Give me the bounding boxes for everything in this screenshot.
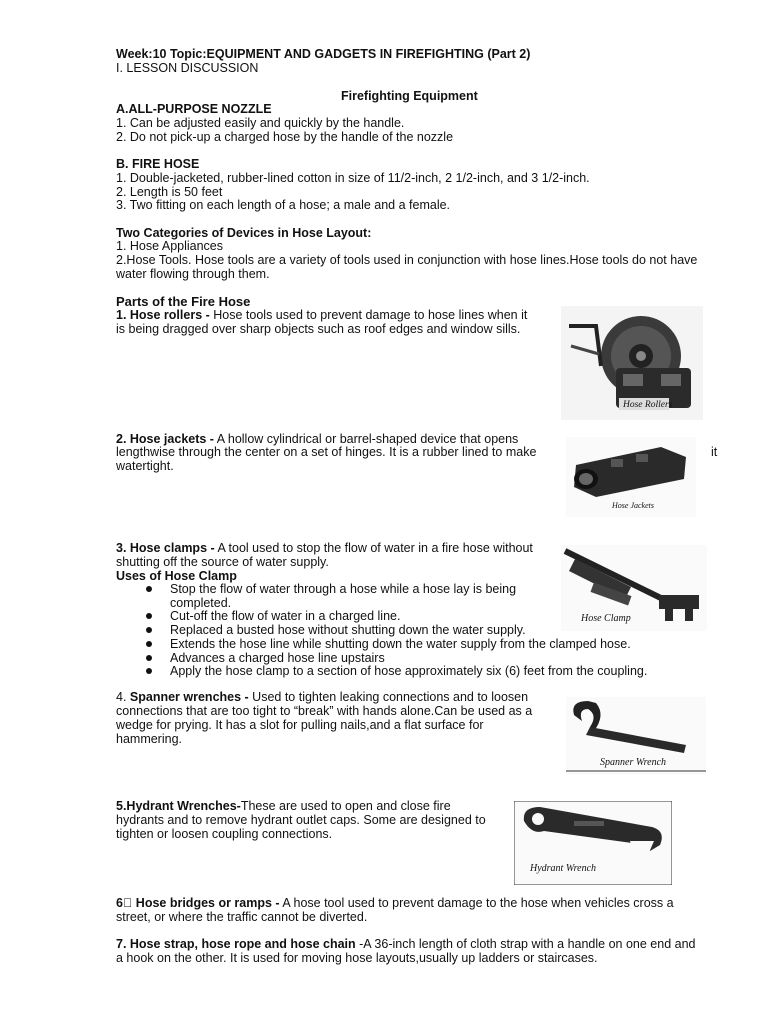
spanner-caption: Spanner Wrench [600, 757, 667, 768]
spanner-number: 4. [116, 690, 130, 704]
hydrant-title: 5.Hydrant Wrenches- [116, 799, 241, 813]
hose-clamps-desc: A tool used to stop the flow of water in a fire hose without [214, 541, 533, 555]
strap-desc: -A 36-inch length of cloth strap with a handle on one end and [355, 937, 696, 951]
hose-clamp-image [561, 545, 707, 631]
bridges-text [116, 897, 674, 911]
lesson-subtitle: I. LESSON DISCUSSION [116, 61, 259, 75]
bullet-icon [146, 655, 152, 661]
clamp-use: Apply the hose clamp to a section of hose approximately six (6) feet from the coupling. [170, 664, 648, 678]
hose-jackets-desc: A hollow cylindrical or barrel-shaped device that opens [213, 432, 519, 446]
nozzle-item: 2. Do not pick-up a charged hose by the handle of the nozzle [116, 130, 454, 144]
page-title: Week:10 Topic:EQUIPMENT AND GADGETS IN FIREFIGHTING (Part 2) [116, 47, 531, 61]
clamp-use: Stop the flow of water through a hose while a hose lay is being [170, 582, 517, 596]
categories-item: water flowing through them. [116, 267, 270, 281]
bullet-icon [146, 641, 152, 647]
center-heading: Firefighting Equipment [341, 89, 478, 103]
spanner-text [116, 691, 528, 705]
hose-jackets-desc-2b: it [711, 445, 718, 459]
spanner-title: Spanner wrenches - [129, 690, 249, 704]
categories-item: 2.Hose Tools. Hose tools are a variety of tools used in conjunction with hose lines.Hose tools do not have [116, 253, 698, 267]
fire-hose-item: 2. Length is 50 feet [116, 185, 223, 199]
clamp-use: completed. [170, 596, 232, 610]
parts-heading: Parts of the Fire Hose [116, 294, 251, 309]
strap-title: 7. Hose strap, hose rope and hose chain [116, 937, 356, 951]
bullet-icon [146, 668, 152, 674]
hose-jackets-desc-2: lengthwise through the center on a set of hinges. It is a rubber lined to make [116, 445, 537, 459]
hose-rollers-title: 1. Hose rollers - [116, 308, 210, 322]
hose-jackets-desc-3: watertight. [116, 459, 174, 473]
bridges-desc-2: street, or where the traffic cannot be diverted. [116, 910, 368, 924]
hose-clamps-desc-2: shutting off the source of water supply. [116, 555, 329, 569]
categories-heading: Two Categories of Devices in Hose Layout: [116, 226, 372, 240]
uses-heading: Uses of Hose Clamp [116, 569, 237, 583]
hose-rollers-image [561, 306, 703, 420]
strap-desc-2: a hook on the other. It is used for moving hose layouts,usually up ladders or staircases. [116, 951, 598, 965]
clamp-use: Cut-off the flow of water in a charged line. [170, 609, 401, 623]
hose-rollers-text [116, 309, 527, 323]
hydrant-desc: These are used to open and close fire [240, 799, 451, 813]
hose-jackets-image [566, 437, 696, 517]
hose-jackets-title: 2. Hose jackets - [116, 432, 214, 446]
clamp-use: Extends the hose line while shutting down the water supply from the clamped hose. [170, 637, 631, 651]
strap-text [116, 938, 695, 952]
spanner-wrench-image [566, 697, 706, 775]
hydrant-desc-3: tighten or loosen coupling connections. [116, 827, 333, 841]
fire-hose-item: 3. Two fitting on each length of a hose; a male and a female. [116, 198, 451, 212]
nozzle-item: 1. Can be adjusted easily and quickly by the handle. [116, 116, 405, 130]
hose-rollers-desc-2: is being dragged over sharp objects such as roof edges and window sills. [116, 322, 521, 336]
hydrant-desc-2: hydrants and to remove hydrant outlet caps. Some are designed to [116, 813, 486, 827]
bullet-icon [146, 627, 152, 633]
bridges-desc: A hose tool used to prevent damage to the hose when vehicles cross a [279, 896, 674, 910]
clamp-use: Advances a charged hose line upstairs [170, 651, 385, 665]
hose-jackets-caption: Hose Jackets [612, 501, 654, 510]
bullet-icon [146, 586, 152, 592]
hose-clamps-text [116, 542, 533, 556]
hydrant-caption: Hydrant Wrench [530, 863, 597, 874]
fire-hose-item: 1. Double-jacketed, rubber-lined cotton in size of 11/2-inch, 2 1/2-inch, and 3 1/2-inch. [116, 171, 590, 185]
hose-rollers-caption: Hose Rollers [623, 400, 673, 410]
spanner-desc-2: connections that are too tight to “break” with hands alone.Can be used as a [116, 704, 533, 718]
spanner-desc: Used to tighten leaking connections and to loosen [248, 690, 529, 704]
spanner-desc-4: hammering. [116, 732, 182, 746]
nozzle-heading: A.ALL-PURPOSE NOZZLE [116, 102, 272, 116]
hose-clamps-title: 3. Hose clamps - [116, 541, 215, 555]
clamp-use: Replaced a busted hose without shutting down the water supply. [170, 623, 526, 637]
bridges-title: 6  Hose bridges or ramps - [116, 896, 280, 910]
hydrant-wrench-image [514, 801, 672, 885]
fire-hose-heading: B. FIRE HOSE [116, 157, 200, 171]
hydrant-text [116, 800, 451, 814]
spanner-desc-3: wedge for prying. It has a slot for pulling nails,and a flat surface for [116, 718, 484, 732]
bullet-icon [146, 613, 152, 619]
hose-rollers-desc: Hose tools used to prevent damage to hose lines when it [209, 308, 528, 322]
hose-clamp-caption: Hose Clamp [581, 613, 631, 624]
categories-item: 1. Hose Appliances [116, 239, 224, 253]
